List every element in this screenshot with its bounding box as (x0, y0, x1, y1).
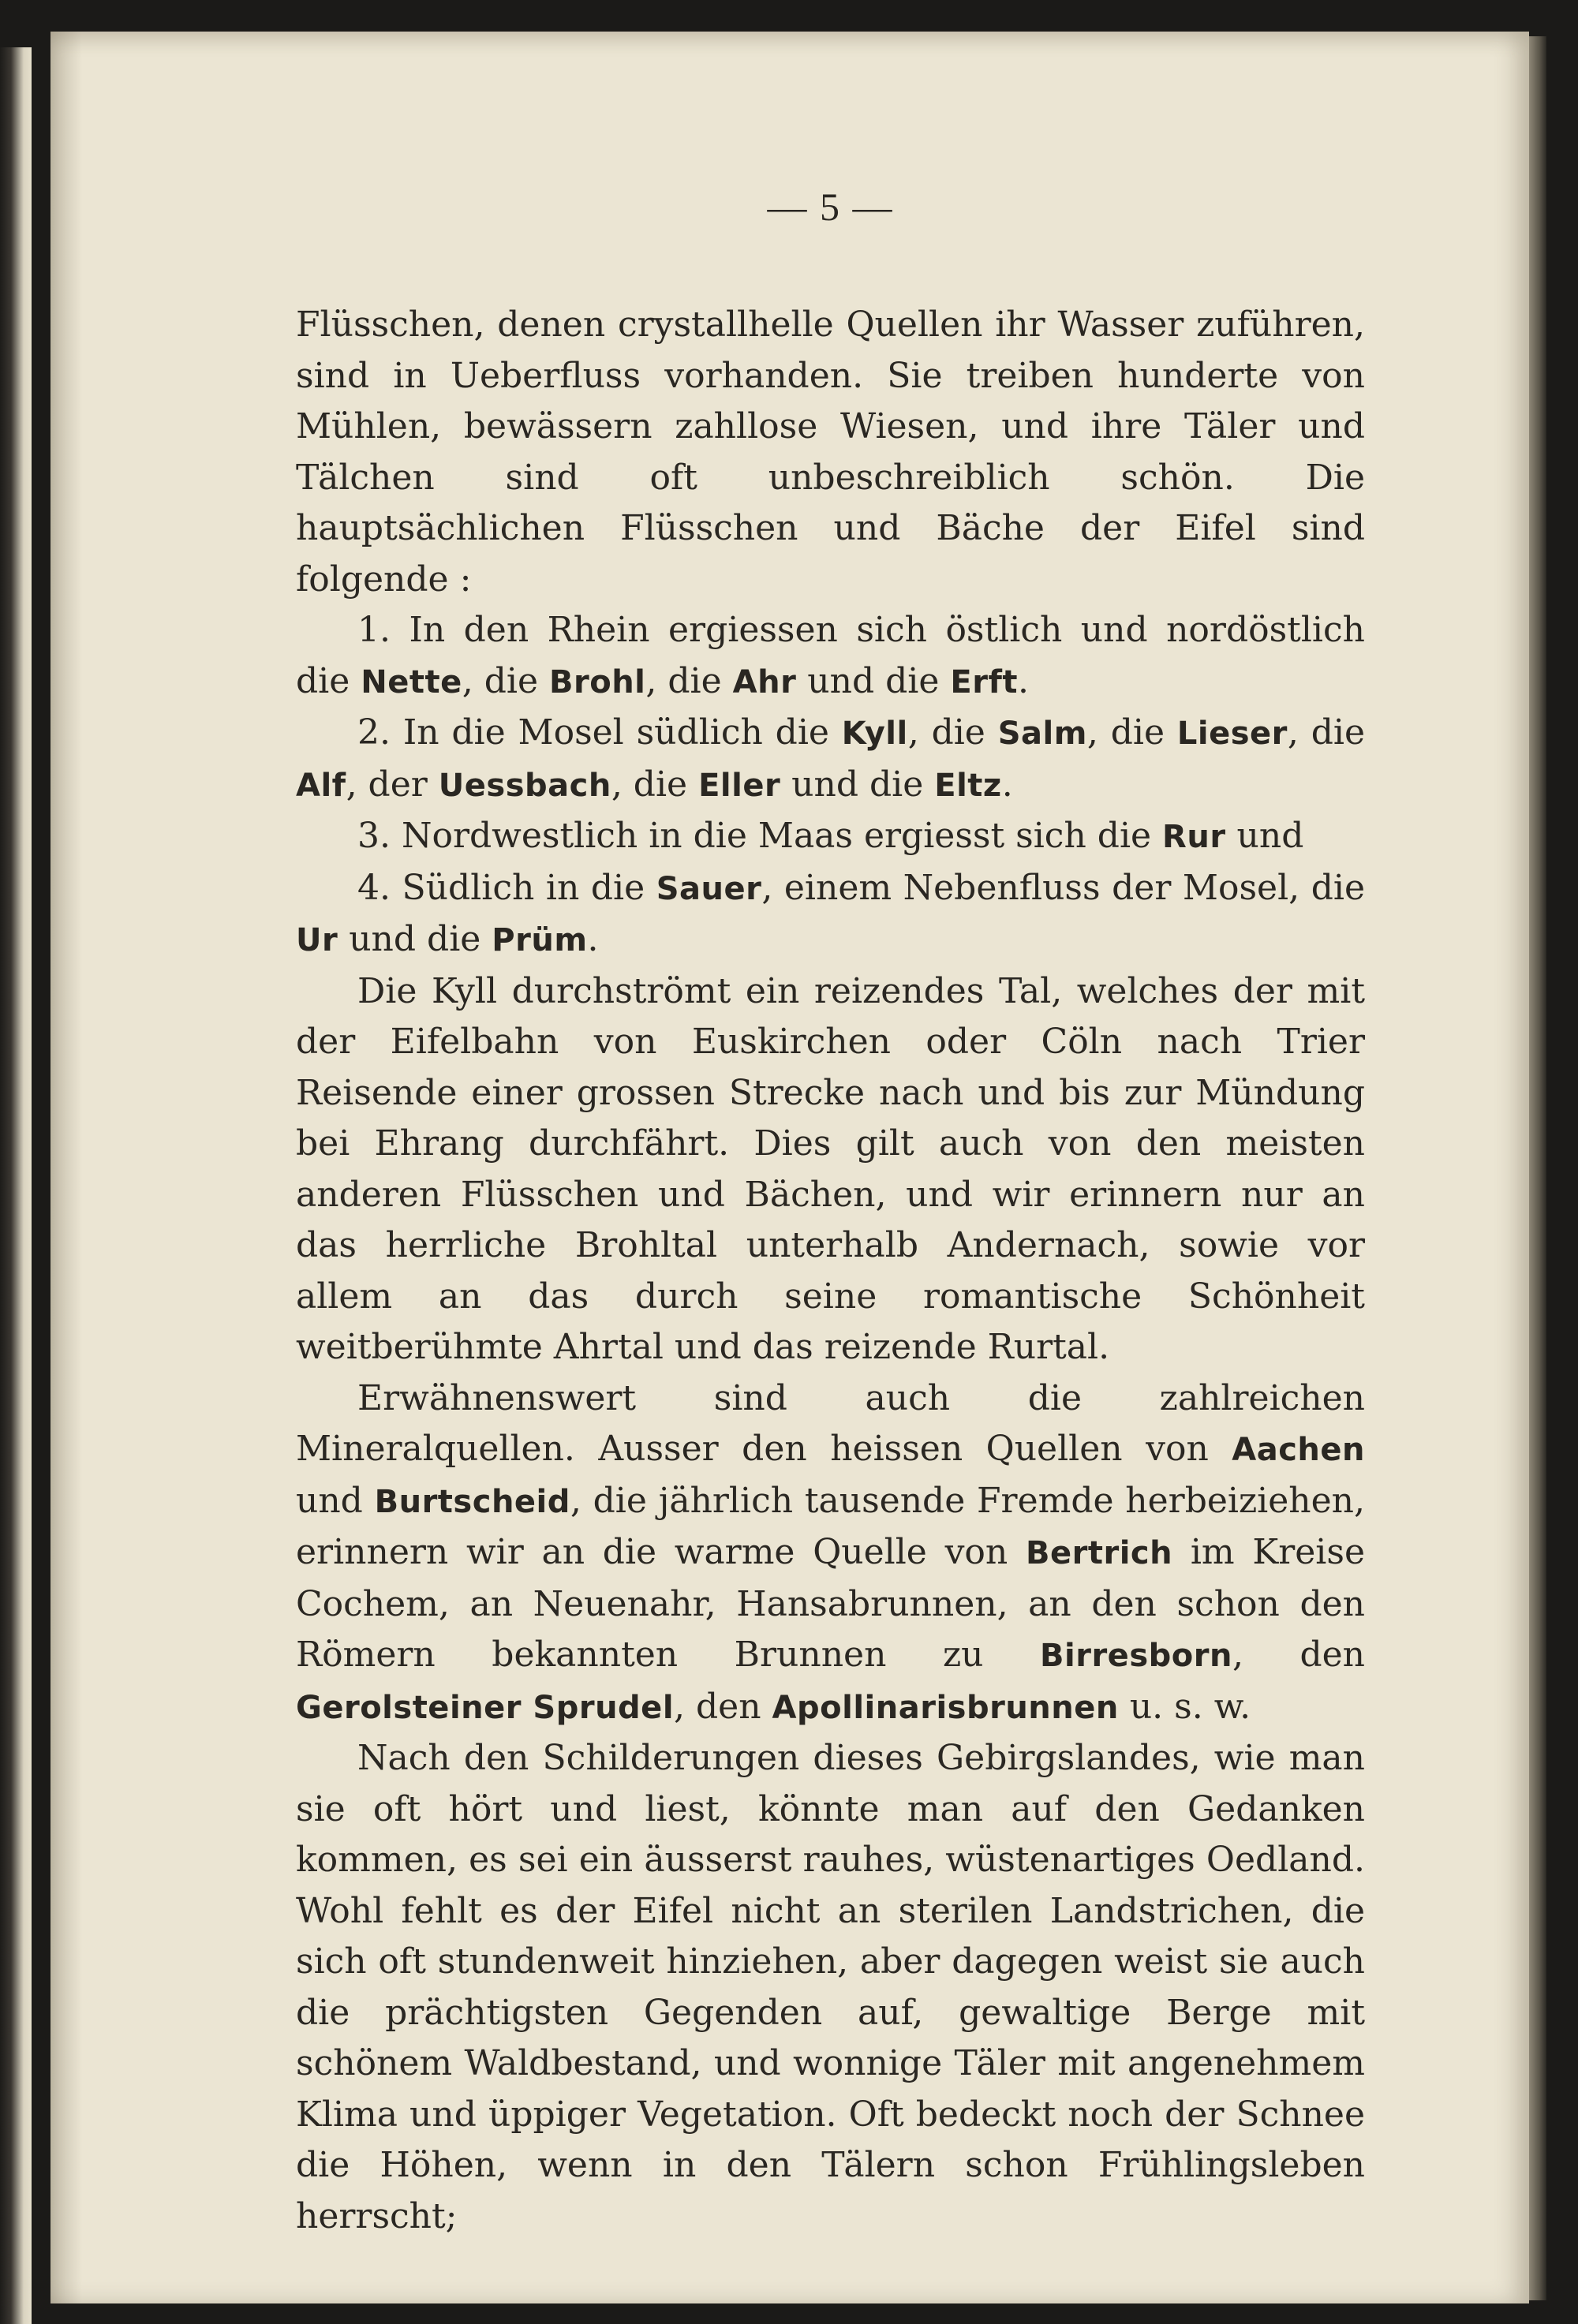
paragraph-rivers-intro (296, 300, 1365, 605)
text-run: Die Kyll durchströmt ein reizendes Tal, welches der mit der Eifelbahn von Euskirchen oder Cöln nach Trier Reisende einer grossen Strecke nach und bis zur Mündung bei Ehrang durchfährt. Dies gilt auch von den meisten anderen Flüsschen und Bächen, und wir erinnern nur an das herrliche Brohltal unterhalb Andernach, sowie vor allem an das durch seine romantische Schönheit weitberühmte Ahrtal und das reizende Rurtal. (296, 970, 1365, 1367)
text-run: im Kreise Cochem, an Neuenahr, Hansabrunnen, an den schon den Römern bekannten Brunnen zu (296, 1532, 1365, 1675)
paragraph-kyll-valley (296, 966, 1365, 1373)
place-name: Bertrich (1026, 1535, 1173, 1571)
paragraph-mineral-springs (296, 1373, 1365, 1734)
text-run: , den (674, 1686, 772, 1727)
text-run: Nach den Schilderungen dieses Gebirgslandes, wie man sie oft hört und liest, könnte man auf den Gedanken kommen, es sei ein äusserst rauhes, wüstenartiges Oedland. Wohl fehlt es der Eifel nicht an sterilen Landstrichen, die sich oft stundenweit hinziehen, aber dagegen weist sie auch die prächtigsten Gegenden auf, gewaltige Berge mit schönem Waldbestand, und wonnige Täler mit angenehmem Klima und üppiger Vegetation. Oft bedeckt noch der Schnee die Höhen, wenn in den Tälern schon Frühlingsleben herrscht; (296, 1738, 1365, 2236)
text-run: , die (1086, 712, 1177, 753)
text-run: . (587, 919, 599, 959)
text-run: und (1225, 816, 1304, 856)
place-name: Burtscheid (374, 1483, 570, 1520)
text-run: und die (796, 660, 951, 701)
text-run: , die (462, 660, 549, 701)
text-run: , die (645, 660, 733, 701)
text-run: , die (611, 764, 699, 805)
text-run: und die (338, 919, 492, 959)
river-name: Brohl (549, 663, 646, 701)
page-gutter-shadow (50, 32, 82, 2303)
list-item-mosel (296, 708, 1365, 811)
text-run: , der (346, 764, 439, 805)
text-run: . (1017, 660, 1029, 701)
text-run: und die (780, 764, 935, 805)
text-run: und (296, 1480, 375, 1521)
text-run: , die (1287, 712, 1365, 753)
page-number: — 5 — (767, 185, 894, 229)
text-run: u. s. w. (1118, 1686, 1251, 1727)
body-text (296, 300, 1365, 2242)
place-name: Birresborn (1040, 1638, 1232, 1674)
river-name: Erft (950, 663, 1018, 701)
river-name: Alf (296, 767, 346, 804)
text-run: , die (907, 712, 998, 753)
river-name: Eller (698, 767, 781, 804)
text-run: Flüsschen, denen crystallhelle Quellen ihr Wasser zuführen, sind in Ueberfluss vorhanden. Sie treiben hunderte von Mühlen, bewässern zahllose Wiesen, und ihre Täler und Tälchen sind oft unbeschreiblich schön. Die hauptsächlichen Flüsschen und Bäche der Eifel sind folgende : (296, 305, 1365, 600)
paragraph-landscape (296, 1733, 1365, 2242)
list-item-sauer (296, 863, 1365, 966)
text-run: , einem Nebenfluss der Mosel, die (761, 867, 1365, 908)
page-edge (1529, 36, 1546, 2300)
river-name: Lieser (1176, 716, 1288, 752)
previous-page-edge (0, 47, 32, 2324)
river-name: Kyll (841, 716, 908, 752)
river-name: Ahr (732, 663, 797, 701)
text-run: , die jährlich tausende Fremde herbeiziehen, erinnern wir an die warme Quelle von (296, 1480, 1365, 1572)
text-run: 2. In die Mosel südlich die (357, 712, 842, 753)
list-item-rhein (296, 605, 1365, 708)
text-run: , den (1232, 1635, 1366, 1675)
river-name: Rur (1162, 819, 1226, 855)
river-name: Salm (997, 716, 1087, 752)
text-run: 3. Nordwestlich in die Maas ergiesst sich die (357, 816, 1163, 856)
river-name: Eltz (934, 767, 1002, 804)
place-name: Apollinarisbrunnen (772, 1689, 1119, 1726)
river-name: Uessbach (438, 767, 611, 804)
text-run: 4. Südlich in die (357, 867, 656, 908)
place-name: Aachen (1232, 1432, 1365, 1468)
river-name: Sauer (656, 870, 762, 907)
river-name: Ur (296, 922, 338, 958)
text-run: . (1001, 764, 1013, 805)
river-name: Prüm (492, 922, 588, 958)
list-item-maas (296, 811, 1365, 863)
text-run: Erwähnenswert sind auch die zahlreichen Mineralquellen. Ausser den heissen Quellen von (296, 1377, 1365, 1469)
place-name: Gerolsteiner Sprudel (296, 1689, 675, 1726)
river-name: Nette (361, 663, 462, 701)
text-run: 1. In den Rhein ergiessen sich östlich und nordöstlich die (296, 610, 1365, 701)
